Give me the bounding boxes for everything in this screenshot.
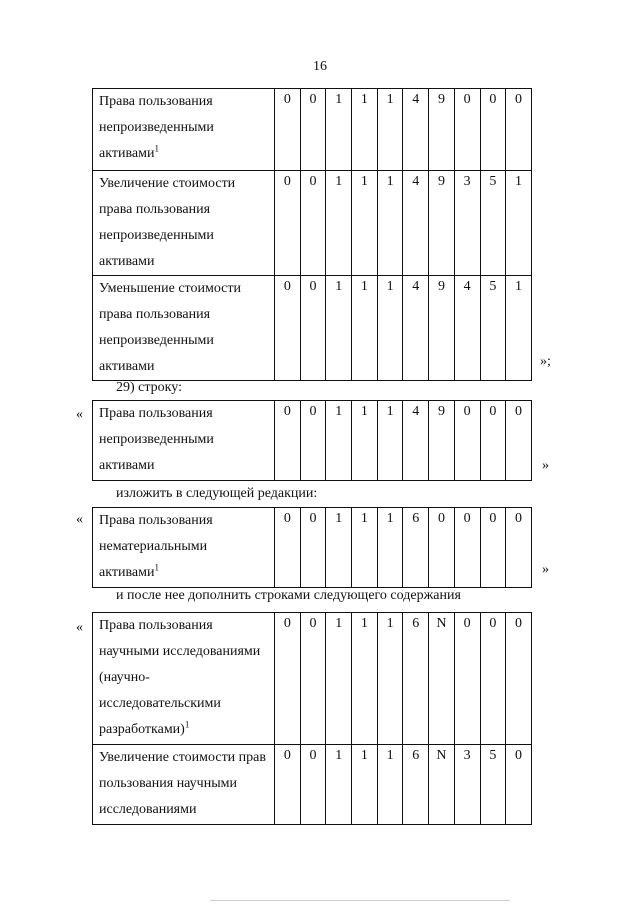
code-cell: 0 bbox=[275, 401, 301, 481]
code-cell: 5 bbox=[480, 745, 506, 825]
code-cell: 1 bbox=[377, 89, 403, 171]
table-row bbox=[93, 276, 532, 381]
code-cell: 1 bbox=[352, 401, 378, 481]
code-cell: 0 bbox=[300, 401, 326, 481]
code-cell: 0 bbox=[275, 89, 301, 171]
code-cell: 0 bbox=[454, 401, 480, 481]
code-cell: 6 bbox=[403, 613, 429, 745]
paragraph-add: и после нее дополнить строками следующего содержания bbox=[116, 588, 461, 603]
code-cell: 0 bbox=[454, 89, 480, 171]
code-cell: 9 bbox=[429, 171, 455, 276]
page-edge-divider bbox=[210, 900, 510, 901]
code-cell: 0 bbox=[454, 508, 480, 588]
table-row bbox=[93, 401, 532, 481]
code-cell: 1 bbox=[377, 613, 403, 745]
paragraph-29: 29) строку: bbox=[116, 380, 182, 395]
code-cell: 0 bbox=[275, 613, 301, 745]
table-row bbox=[93, 745, 532, 825]
table-accounts-1 bbox=[92, 88, 532, 381]
code-cell: 0 bbox=[300, 276, 326, 381]
code-cell: 6 bbox=[403, 745, 429, 825]
code-cell: 0 bbox=[300, 745, 326, 825]
code-cell: 9 bbox=[429, 401, 455, 481]
code-cell: 1 bbox=[352, 613, 378, 745]
code-cell: 1 bbox=[326, 89, 352, 171]
opening-quote: « bbox=[76, 407, 83, 422]
code-cell: 0 bbox=[300, 613, 326, 745]
code-cell: 4 bbox=[403, 89, 429, 171]
code-cell: 0 bbox=[300, 171, 326, 276]
code-cell: 0 bbox=[300, 89, 326, 171]
code-cell: 0 bbox=[506, 745, 532, 825]
code-cell: 1 bbox=[326, 508, 352, 588]
code-cell: 0 bbox=[480, 401, 506, 481]
table-row bbox=[93, 89, 532, 171]
code-cell: 1 bbox=[326, 401, 352, 481]
row-label: Права пользования нематериальными активами$^1$ bbox=[93, 508, 275, 588]
code-cell: 9 bbox=[429, 89, 455, 171]
code-cell: 0 bbox=[480, 508, 506, 588]
code-cell: 1 bbox=[377, 745, 403, 825]
code-cell: 0 bbox=[429, 508, 455, 588]
table-row bbox=[93, 613, 532, 745]
row-label: Права пользования непроизведенными активами bbox=[93, 401, 275, 481]
row-label: Увеличение стоимости права пользования непроизведенными активами bbox=[93, 171, 275, 276]
code-cell: 0 bbox=[275, 508, 301, 588]
code-cell: 9 bbox=[429, 276, 455, 381]
table-row bbox=[93, 508, 532, 588]
closing-quote-semicolon: »; bbox=[540, 354, 551, 369]
code-cell: 1 bbox=[377, 171, 403, 276]
code-cell: 1 bbox=[352, 745, 378, 825]
code-cell: 4 bbox=[403, 171, 429, 276]
code-cell: 0 bbox=[454, 613, 480, 745]
opening-quote: « bbox=[76, 620, 83, 635]
code-cell: 3 bbox=[454, 171, 480, 276]
code-cell: 0 bbox=[300, 508, 326, 588]
code-cell: N bbox=[429, 745, 455, 825]
row-label: Права пользования научными исследованиями (научно-исследовательскими разработками)$^1$ bbox=[93, 613, 275, 745]
code-cell: 1 bbox=[352, 171, 378, 276]
code-cell: 0 bbox=[506, 613, 532, 745]
code-cell: 0 bbox=[275, 276, 301, 381]
code-cell: N bbox=[429, 613, 455, 745]
closing-quote: » bbox=[542, 458, 549, 473]
code-cell: 6 bbox=[403, 508, 429, 588]
code-cell: 0 bbox=[480, 613, 506, 745]
table-accounts-4 bbox=[92, 612, 532, 825]
opening-quote: « bbox=[76, 512, 83, 527]
code-cell: 1 bbox=[326, 613, 352, 745]
row-label: Увеличение стоимости прав пользования научными исследованиями bbox=[93, 745, 275, 825]
row-label: Права пользования непроизведенными активами$^1$ bbox=[93, 89, 275, 171]
code-cell: 0 bbox=[275, 745, 301, 825]
code-cell: 4 bbox=[454, 276, 480, 381]
table-row bbox=[93, 171, 532, 276]
code-cell: 1 bbox=[326, 276, 352, 381]
code-cell: 1 bbox=[377, 401, 403, 481]
table-accounts-2 bbox=[92, 400, 532, 481]
code-cell: 4 bbox=[403, 401, 429, 481]
code-cell: 1 bbox=[506, 276, 532, 381]
code-cell: 0 bbox=[275, 171, 301, 276]
table-accounts-3 bbox=[92, 507, 532, 588]
code-cell: 1 bbox=[352, 89, 378, 171]
paragraph-edit: изложить в следующей редакции: bbox=[116, 486, 318, 501]
code-cell: 0 bbox=[506, 401, 532, 481]
code-cell: 3 bbox=[454, 745, 480, 825]
code-cell: 1 bbox=[506, 171, 532, 276]
code-cell: 1 bbox=[377, 508, 403, 588]
row-label: Уменьшение стоимости права пользования непроизведенными активами bbox=[93, 276, 275, 381]
code-cell: 1 bbox=[377, 276, 403, 381]
code-cell: 5 bbox=[480, 171, 506, 276]
closing-quote: » bbox=[542, 562, 549, 577]
code-cell: 0 bbox=[506, 508, 532, 588]
code-cell: 5 bbox=[480, 276, 506, 381]
code-cell: 1 bbox=[326, 745, 352, 825]
code-cell: 1 bbox=[326, 171, 352, 276]
code-cell: 4 bbox=[403, 276, 429, 381]
code-cell: 1 bbox=[352, 276, 378, 381]
code-cell: 0 bbox=[506, 89, 532, 171]
code-cell: 1 bbox=[352, 508, 378, 588]
page-number: 16 bbox=[313, 59, 327, 74]
code-cell: 0 bbox=[480, 89, 506, 171]
